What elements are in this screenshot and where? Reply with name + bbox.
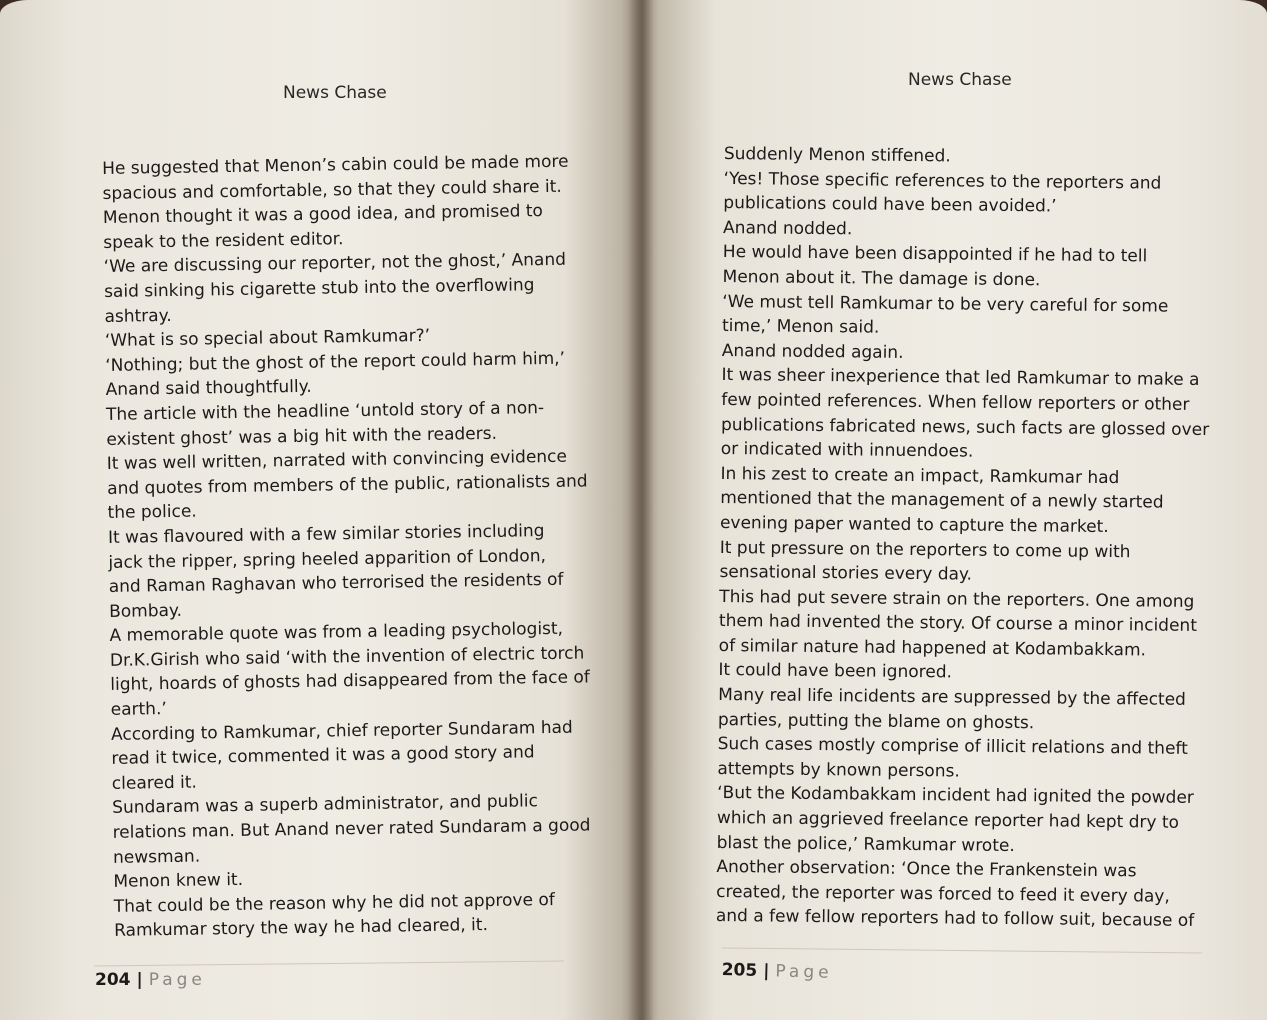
text-line: read it twice, commented it was a good story and	[111, 742, 535, 770]
text-line: Suddenly Menon stiffened.	[723, 143, 951, 167]
footer-separator: |	[762, 961, 770, 982]
left-running-head: News Chase	[283, 83, 387, 103]
text-line: He suggested that Menon’s cabin could be made more	[102, 151, 569, 179]
left-footer-rule	[94, 961, 564, 967]
right-footer-rule	[722, 947, 1202, 953]
text-line: ‘We must tell Ramkumar to be very careful for some	[722, 291, 1169, 317]
right-page-body	[715, 142, 1210, 934]
text-line: ‘Yes! Those specific references to the reporters and	[723, 168, 1162, 194]
text-line: and Raman Raghavan who terrorised the residents of	[108, 569, 564, 598]
text-line: Ramkumar story the way he had cleared, it.	[114, 915, 489, 942]
text-line: ashtray.	[104, 305, 172, 327]
text-line: This had put severe strain on the reporters. One among	[719, 586, 1195, 612]
text-line: It could have been ignored.	[718, 660, 953, 683]
text-line: created, the reporter was forced to feed it every day,	[716, 881, 1170, 907]
text-line: or indicated with innuendoes.	[720, 439, 974, 462]
text-line: evening paper wanted to capture the market.	[719, 512, 1109, 537]
text-line: That could be the reason why he did not approve of	[113, 889, 555, 917]
text-line: Bombay.	[108, 600, 183, 622]
text-line: ‘What is so special about Ramkumar?’	[104, 326, 431, 352]
text-line: parties, putting the blame on ghosts.	[717, 709, 1035, 733]
text-line: Many real life incidents are suppressed by the affected	[718, 685, 1187, 710]
text-line: It was well written, narrated with convincing evidence	[106, 446, 568, 475]
text-line: light, hoards of ghosts had disappeared from the face of	[110, 667, 590, 696]
text-line: It was sheer inexperience that led Ramkumar to make a	[721, 365, 1200, 391]
text-line: The article with the headline ‘untold story of a non-	[105, 398, 545, 425]
text-line: Anand nodded.	[722, 217, 853, 240]
text-line: few pointed references. When fellow reporters or other	[721, 389, 1190, 415]
footer-separator: |	[136, 970, 143, 990]
text-line: existent ghost’ was a big hit with the readers.	[106, 423, 498, 450]
left-page-body	[102, 150, 591, 944]
text-line: sensational stories every day.	[719, 562, 973, 585]
right-page-number: 205	[721, 960, 758, 981]
text-line: Menon about it. The damage is done.	[722, 266, 1041, 291]
text-line: According to Ramkumar, chief reporter Sundaram had	[110, 717, 573, 745]
book-gutter	[628, 0, 654, 1020]
text-line: In his zest to create an impact, Ramkumar had	[720, 463, 1120, 488]
text-line: mentioned that the management of a newly started	[720, 488, 1164, 513]
page-label: Page	[148, 970, 206, 990]
text-line: ‘But the Kodambakkam incident had ignited the powder	[717, 783, 1194, 809]
text-line: It was flavoured with a few similar stories including	[107, 521, 545, 548]
right-page-footer	[721, 960, 832, 983]
text-line: Anand said thoughtfully.	[105, 377, 312, 401]
text-line: blast the police,’ Ramkumar wrote.	[716, 832, 1015, 856]
page-label: Page	[775, 961, 833, 983]
text-line: Anand nodded again.	[721, 340, 904, 363]
text-line: and quotes from members of the public, rationalists and	[107, 471, 588, 499]
text-line: time,’ Menon said.	[721, 316, 880, 338]
text-line: Such cases mostly comprise of illicit relations and theft	[717, 734, 1188, 760]
text-line: said sinking his cigarette stub into the overflowing	[103, 275, 535, 302]
text-line: newsman.	[112, 846, 201, 868]
text-line: earth.’	[110, 699, 167, 720]
text-line: which an aggrieved freelance reporter had kept dry to	[716, 807, 1180, 833]
text-line: Another observation: ‘Once the Frankenstein was	[716, 857, 1137, 882]
left-page-footer	[95, 970, 206, 990]
text-line: speak to the resident editor.	[103, 228, 344, 253]
text-line: of similar nature had happened at Kodambakkam.	[718, 635, 1147, 661]
text-line: attempts by known persons.	[717, 758, 960, 782]
text-line: publications could have been avoided.’	[723, 193, 1057, 217]
text-line: Dr.K.Girish who said ‘with the invention of electric torch	[109, 643, 585, 671]
right-page	[640, 0, 1267, 1020]
text-line: He would have been disappointed if he had to tell	[722, 242, 1148, 267]
text-line: them had invented the story. Of course a minor incident	[718, 611, 1198, 637]
text-line: and a few fellow reporters had to follow suit, because of	[715, 906, 1195, 932]
text-line: cleared it.	[111, 772, 198, 794]
text-line: jack the ripper, spring heeled apparition of London,	[108, 545, 547, 573]
right-running-head: News Chase	[908, 70, 1012, 90]
text-line: the police.	[107, 501, 197, 524]
text-line: spacious and comfortable, so that they could share it.	[102, 176, 562, 204]
text-line: Menon knew it.	[113, 870, 244, 893]
text-line: ‘Nothing; but the ghost of the report could harm him,’	[105, 348, 566, 376]
text-line: A memorable quote was from a leading psychologist,	[109, 619, 564, 647]
text-line: ‘We are discussing our reporter, not the ghost,’ Anand	[103, 250, 567, 278]
left-page-number: 204	[95, 970, 131, 990]
text-line: publications fabricated news, such facts are glossed over	[720, 414, 1210, 440]
text-line: Menon thought it was a good idea, and promised to	[102, 201, 544, 229]
text-line: relations man. But Anand never rated Sundaram a good	[112, 815, 591, 843]
text-line: Sundaram was a superb administrator, and public	[112, 791, 539, 819]
text-line: It put pressure on the reporters to come up with	[719, 537, 1131, 562]
